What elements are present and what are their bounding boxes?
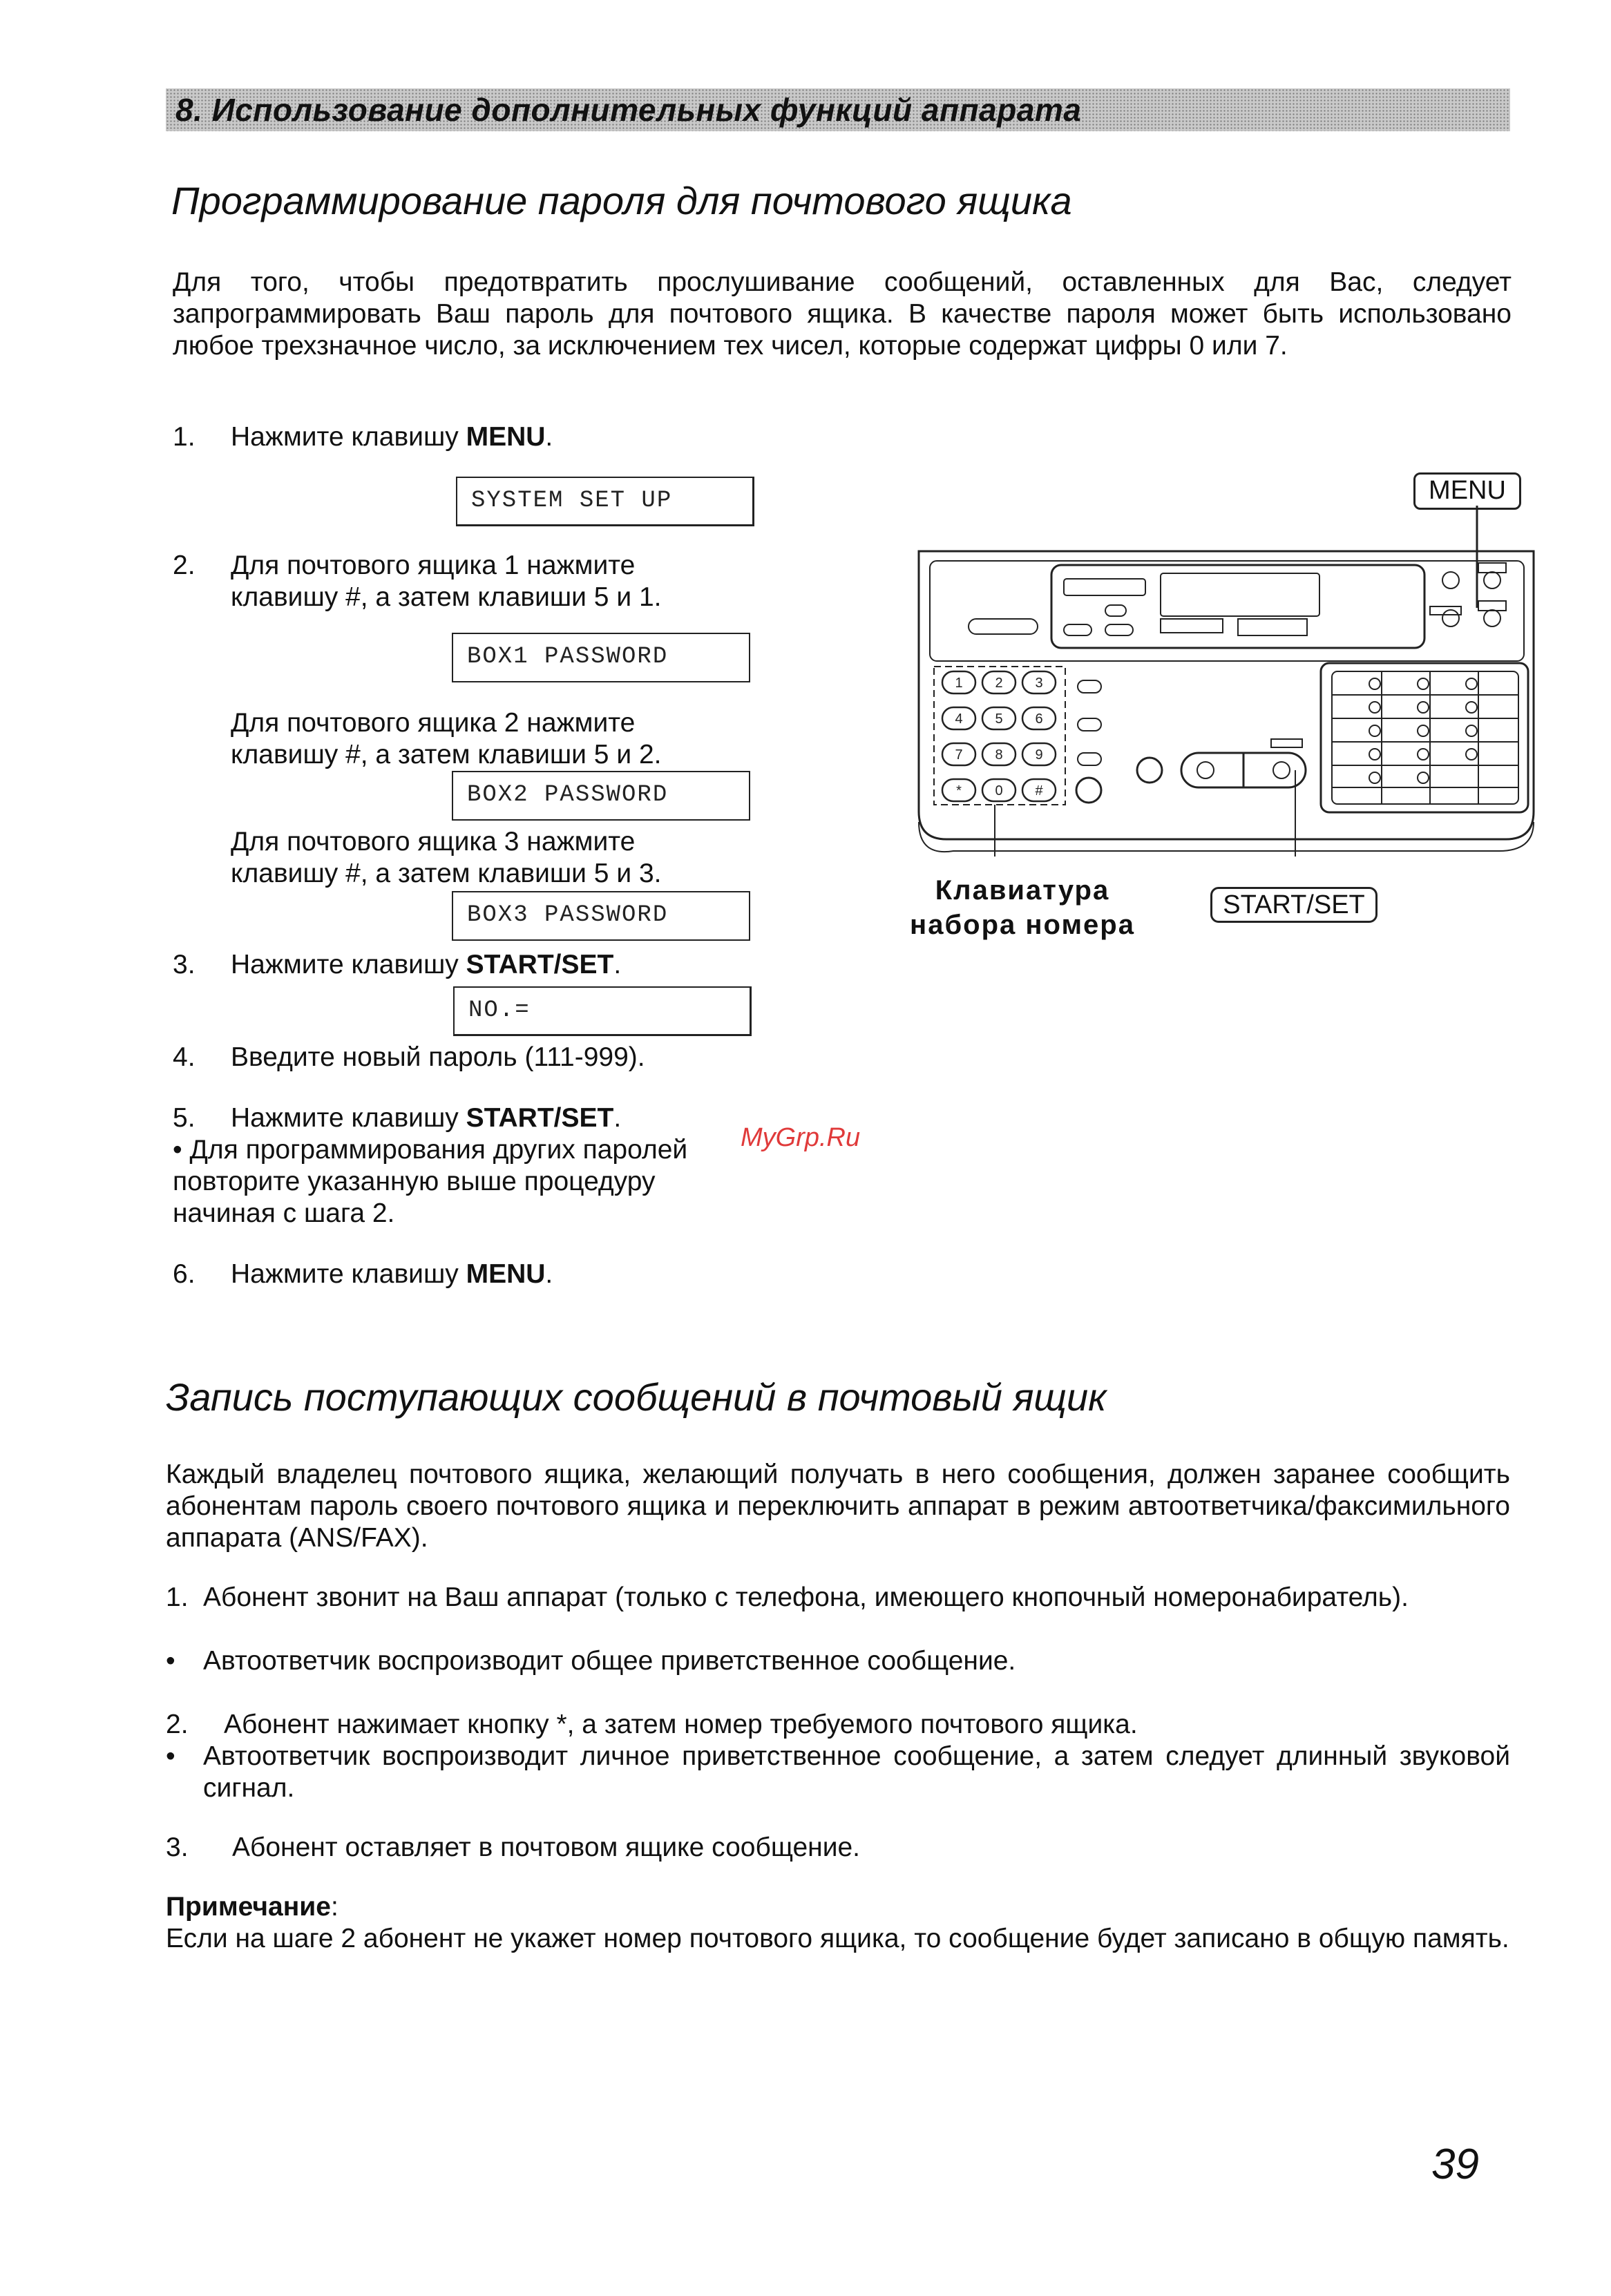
item-2-bullet-text: Автоответчик воспроизводит личное приветственное сообщение, а затем следует длинный звуковой сигнал.: [203, 1741, 1510, 1803]
item-1-bullet-text: Автоответчик воспроизводит общее приветственное сообщение.: [203, 1646, 1016, 1676]
step-3-key: START/SET: [466, 950, 614, 979]
keypad-key-label: 4: [955, 711, 963, 727]
step-1-key: MENU: [466, 422, 546, 452]
keypad-key-label: 1: [955, 676, 963, 691]
menu-key-label: MENU: [1413, 472, 1521, 510]
keypad-key-label: 7: [955, 747, 963, 763]
step-6-number: 6.: [173, 1259, 196, 1289]
step-4-text: Введите новый пароль (111-999).: [231, 1042, 645, 1072]
bullet-dot: •: [166, 1741, 175, 1771]
item-2-text: Абонент нажимает кнопку *, а затем номер требуемого почтового ящика.: [224, 1710, 1138, 1739]
note-colon: :: [330, 1892, 339, 1922]
bullet-dot: •: [166, 1646, 175, 1676]
start-set-key-label: START/SET: [1210, 887, 1378, 923]
step-4-number: 4.: [173, 1042, 196, 1072]
keypad-key-label: 9: [1035, 747, 1043, 763]
step-2-box1-line1: Для почтового ящика 1 нажмите: [231, 551, 636, 580]
lcd-box2-password: BOX2 PASSWORD: [452, 771, 750, 821]
step-6-key: MENU: [466, 1259, 546, 1289]
step-3-text: Нажмите клавишу: [231, 950, 466, 979]
step-2-box3-line2: клавишу #, а затем клавиши 5 и 3.: [231, 859, 662, 888]
lcd-box3-password: BOX3 PASSWORD: [452, 891, 750, 941]
section-banner: [166, 88, 1510, 131]
step-2-box2-line2: клавишу #, а затем клавиши 5 и 2.: [231, 740, 662, 769]
step-1-text: Нажмите клавишу: [231, 422, 466, 452]
keypad-label: [891, 873, 1154, 942]
page-number: 39: [1431, 2141, 1479, 2188]
step-2-box1-line2: клавишу #, а затем клавиши 5 и 1.: [231, 582, 662, 612]
volume-button: [969, 619, 1038, 634]
section2-title: Запись поступающих сообщений в почтовый ящик: [166, 1375, 1107, 1419]
step-1-number: 1.: [173, 422, 196, 452]
upper-panel: [930, 561, 1524, 661]
lcd-box1-password: BOX1 PASSWORD: [452, 633, 750, 682]
step-3-number: 3.: [173, 950, 196, 979]
step-6-end: .: [545, 1259, 553, 1289]
stop-button: [1137, 758, 1162, 783]
keypad-key-label: 6: [1035, 711, 1043, 727]
step-1-end: .: [545, 422, 553, 452]
lcd-screen: [1161, 573, 1319, 616]
step-5-key: START/SET: [466, 1103, 614, 1133]
note-text: Если на шаге 2 абонент не укажет номер почтового ящика, то сообщение будет записано в общую память.: [166, 1924, 1509, 1953]
keypad-key-label: 0: [995, 783, 1003, 798]
step-5-bullet-line3: начиная с шага 2.: [173, 1198, 395, 1228]
watermark: MyGrp.Ru: [741, 1123, 861, 1152]
step-6-text: Нажмите клавишу: [231, 1259, 466, 1289]
section1-title: Программирование пароля для почтового ящика: [171, 179, 1072, 222]
fax-panel-diagram: [898, 497, 1547, 857]
step-5-end: .: [613, 1103, 622, 1133]
step-5-text: Нажмите клавишу: [231, 1103, 466, 1133]
section2-intro: Каждый владелец почтового ящика, желающий получать в него сообщения, должен заранее сообщить абонентам пароль своего почтового ящика и переключить аппарат в режим автоответчика/факсимильного аппарата (ANS/FAX).: [166, 1460, 1510, 1553]
step-2-box2-line1: Для почтового ящика 2 нажмите: [231, 708, 636, 738]
keypad-label-line1: Клавиатура: [935, 875, 1110, 906]
step-2-box3-line1: Для почтового ящика 3 нажмите: [231, 827, 636, 857]
keypad-key-label: 8: [995, 747, 1003, 763]
section1-intro: Для того, чтобы предотвратить прослушивание сообщений, оставленных для Вас, следует запрограммировать Ваш пароль для почтового ящика. В качестве пароля может быть использовано любое трехзначное число, за исключением тех чисел, которые содержат цифры 0 или 7.: [173, 267, 1512, 361]
note-title: Примечание: [166, 1892, 331, 1922]
keypad-key-label: 3: [1035, 676, 1043, 691]
section-banner-title: 8. Использование дополнительных функций аппарата: [175, 92, 1082, 128]
lcd-no-equals: NO.=: [453, 986, 752, 1036]
keypad-key-label: 5: [995, 711, 1003, 727]
item-3-number: 3.: [166, 1833, 189, 1862]
keypad-label-line2: набора номера: [910, 910, 1135, 940]
item-1-text: Абонент звонит на Ваш аппарат (только с телефона, имеющего кнопочный номеронабиратель).: [203, 1582, 1409, 1612]
step-5-number: 5.: [173, 1103, 196, 1133]
item-3-text: Абонент оставляет в почтовом ящике сообщение.: [232, 1833, 861, 1862]
item-1-number: 1.: [166, 1582, 189, 1612]
keypad-key-label: #: [1035, 783, 1043, 798]
keypad-key-label: *: [956, 783, 962, 798]
keypad-key-label: 2: [995, 676, 1003, 691]
lcd-system-setup: SYSTEM SET UP: [456, 477, 754, 526]
step-2-number: 2.: [173, 551, 196, 580]
step-3-end: .: [613, 950, 622, 979]
step-5-bullet-line1: • Для программирования других паролей: [173, 1135, 688, 1165]
step-5-bullet-line2: повторите указанную выше процедуру: [173, 1167, 656, 1196]
note-heading: [166, 1891, 1510, 1923]
one-touch-panel: [1321, 663, 1528, 812]
item-2-number: 2.: [166, 1710, 189, 1739]
